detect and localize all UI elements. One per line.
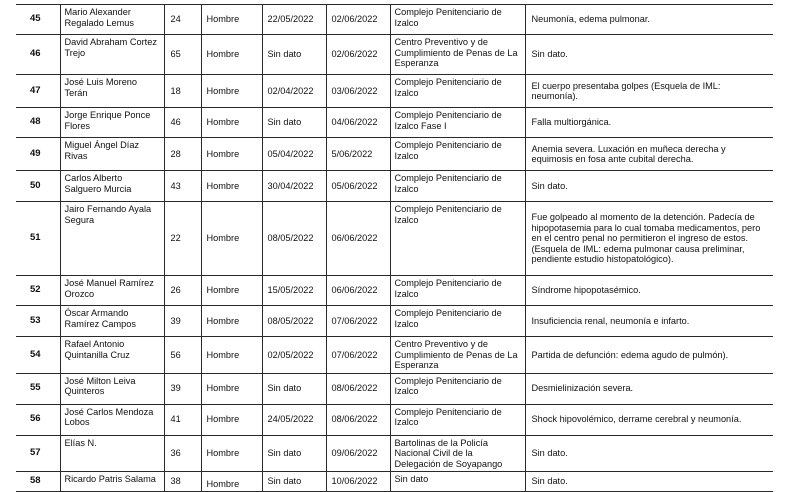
date-detention: 22/05/2022 (262, 5, 326, 35)
date-detention: 02/05/2022 (262, 337, 326, 374)
table-row (16, 35, 773, 75)
date-detention: 05/04/2022 (262, 138, 326, 171)
place-of-death: Complejo Penitenciario de Izalco (390, 373, 525, 404)
person-name: Elías N. (60, 435, 164, 472)
person-sex: Hombre (201, 108, 262, 138)
place-of-death: Complejo Penitenciario de Izalco (390, 138, 525, 171)
person-name: Jairo Fernando Ayala Segura (60, 202, 164, 276)
table-row (16, 404, 773, 435)
person-name: Carlos Alberto Salguero Murcia (60, 171, 164, 202)
date-detention: 24/05/2022 (262, 404, 326, 435)
table-row (16, 337, 773, 374)
person-age: 24 (164, 5, 201, 35)
person-sex: Hombre (201, 404, 262, 435)
person-age: 26 (164, 276, 201, 306)
table-row (16, 373, 773, 404)
date-death: 5/06/2022 (326, 138, 390, 171)
place-of-death: Complejo Penitenciario de Izalco (390, 75, 525, 108)
person-sex: Hombre (201, 171, 262, 202)
date-detention: 08/05/2022 (262, 306, 326, 337)
row-number: 54 (16, 337, 60, 374)
cause-of-death: Sin dato. (525, 435, 773, 472)
place-of-death: Complejo Penitenciario de Izalco (390, 276, 525, 306)
place-of-death: Complejo Penitenciario de Izalco (390, 202, 525, 276)
row-number: 46 (16, 35, 60, 75)
person-age: 36 (164, 435, 201, 472)
person-sex: Hombre (201, 138, 262, 171)
person-name: Mario Alexander Regalado Lemus (60, 5, 164, 35)
person-name: Óscar Armando Ramírez Campos (60, 306, 164, 337)
person-name: David Abraham Cortez Trejo (60, 35, 164, 75)
date-detention: Sin dato (262, 472, 326, 492)
person-sex: Hombre (201, 5, 262, 35)
row-number: 49 (16, 138, 60, 171)
cause-of-death: Insuficiencia renal, neumonía e infarto. (525, 306, 773, 337)
table-row (16, 435, 773, 472)
cause-of-death: Síndrome hipopotasémico. (525, 276, 773, 306)
date-death: 03/06/2022 (326, 75, 390, 108)
table-row (16, 108, 773, 138)
date-death: 10/06/2022 (326, 472, 390, 492)
place-of-death: Centro Preventivo y de Cumplimiento de Penas de La Esperanza (390, 337, 525, 374)
row-number: 45 (16, 5, 60, 35)
date-death: 02/06/2022 (326, 5, 390, 35)
place-of-death: Complejo Penitenciario de Izalco (390, 404, 525, 435)
date-detention: 30/04/2022 (262, 171, 326, 202)
row-number: 53 (16, 306, 60, 337)
date-detention: Sin dato (262, 35, 326, 75)
cause-of-death: Sin dato. (525, 171, 773, 202)
date-detention: 15/05/2022 (262, 276, 326, 306)
place-of-death: Complejo Penitenciario de Izalco (390, 5, 525, 35)
person-name: José Milton Leiva Quinteros (60, 373, 164, 404)
date-death: 06/06/2022 (326, 202, 390, 276)
person-age: 56 (164, 337, 201, 374)
table-row (16, 5, 773, 35)
date-death: 09/06/2022 (326, 435, 390, 472)
person-age: 18 (164, 75, 201, 108)
table-row (16, 472, 773, 492)
person-age: 39 (164, 373, 201, 404)
date-detention: 02/04/2022 (262, 75, 326, 108)
date-detention: Sin dato (262, 373, 326, 404)
person-age: 41 (164, 404, 201, 435)
cause-of-death: Falla multiorgánica. (525, 108, 773, 138)
person-sex: Hombre (201, 373, 262, 404)
cause-of-death: Sin dato. (525, 472, 773, 492)
person-age: 43 (164, 171, 201, 202)
person-name: José Carlos Mendoza Lobos (60, 404, 164, 435)
person-age: 22 (164, 202, 201, 276)
person-name: Jorge Enrique Ponce Flores (60, 108, 164, 138)
date-death: 07/06/2022 (326, 306, 390, 337)
cause-of-death: Anemia severa. Luxación en muñeca derecha y equimosis en fosa ante cubital derecha. (525, 138, 773, 171)
row-number: 50 (16, 171, 60, 202)
deaths-table (16, 4, 773, 492)
person-sex: Hombre (201, 435, 262, 472)
cause-of-death: Neumonía, edema pulmonar. (525, 5, 773, 35)
person-age: 65 (164, 35, 201, 75)
place-of-death: Centro Preventivo y de Cumplimiento de Penas de La Esperanza (390, 35, 525, 75)
person-sex: Hombre (201, 35, 262, 75)
person-name: José Luis Moreno Terán (60, 75, 164, 108)
cause-of-death: Sin dato. (525, 35, 773, 75)
person-name: Miguel Ángel Díaz Rivas (60, 138, 164, 171)
person-sex: Hombre (201, 276, 262, 306)
row-number: 51 (16, 202, 60, 276)
place-of-death: Complejo Penitenciario de Izalco (390, 306, 525, 337)
date-death: 05/06/2022 (326, 171, 390, 202)
row-number: 47 (16, 75, 60, 108)
date-death: 08/06/2022 (326, 373, 390, 404)
person-sex: Hombre (201, 75, 262, 108)
date-detention: Sin dato (262, 435, 326, 472)
cause-of-death: Shock hipovolémico, derrame cerebral y neumonía. (525, 404, 773, 435)
place-of-death: Sin dato (390, 472, 525, 492)
date-detention: 08/05/2022 (262, 202, 326, 276)
date-death: 04/06/2022 (326, 108, 390, 138)
place-of-death: Bartolinas de la Policía Nacional Civil de la Delegación de Soyapango (390, 435, 525, 472)
row-number: 55 (16, 373, 60, 404)
person-sex: Hombre (201, 337, 262, 374)
person-age: 38 (164, 472, 201, 492)
place-of-death: Complejo Penitenciario de Izalco (390, 171, 525, 202)
date-death: 02/06/2022 (326, 35, 390, 75)
person-name: Ricardo Patris Salama (60, 472, 164, 492)
cause-of-death: Fue golpeado al momento de la detención. Padecía de hipopotasemia para lo cual tomaba medicamentos, pero en el centro penal no permitieron el ingreso de estos. (Esquela de IML: edema pulmonar causa preliminar, pendiente estudio histopatológico). (525, 202, 773, 276)
person-sex: Hombre (201, 202, 262, 276)
cause-of-death: Desmielinización severa. (525, 373, 773, 404)
table-row (16, 202, 773, 276)
person-age: 46 (164, 108, 201, 138)
row-number: 58 (16, 472, 60, 492)
date-death: 08/06/2022 (326, 404, 390, 435)
row-number: 52 (16, 276, 60, 306)
date-death: 06/06/2022 (326, 276, 390, 306)
table-row (16, 306, 773, 337)
person-age: 39 (164, 306, 201, 337)
table-row (16, 276, 773, 306)
cause-of-death: Partida de defunción: edema agudo de pulmón). (525, 337, 773, 374)
person-sex: Hombre (201, 472, 262, 492)
date-detention: Sin dato (262, 108, 326, 138)
row-number: 57 (16, 435, 60, 472)
row-number: 48 (16, 108, 60, 138)
person-age: 28 (164, 138, 201, 171)
table-row (16, 171, 773, 202)
table-row (16, 75, 773, 108)
cause-of-death: El cuerpo presentaba golpes (Esquela de IML: neumonía). (525, 75, 773, 108)
person-name: José Manuel Ramírez Orozco (60, 276, 164, 306)
table-row (16, 138, 773, 171)
person-sex: Hombre (201, 306, 262, 337)
place-of-death: Complejo Penitenciario de Izalco Fase I (390, 108, 525, 138)
person-name: Rafael Antonio Quintanilla Cruz (60, 337, 164, 374)
row-number: 56 (16, 404, 60, 435)
date-death: 07/06/2022 (326, 337, 390, 374)
